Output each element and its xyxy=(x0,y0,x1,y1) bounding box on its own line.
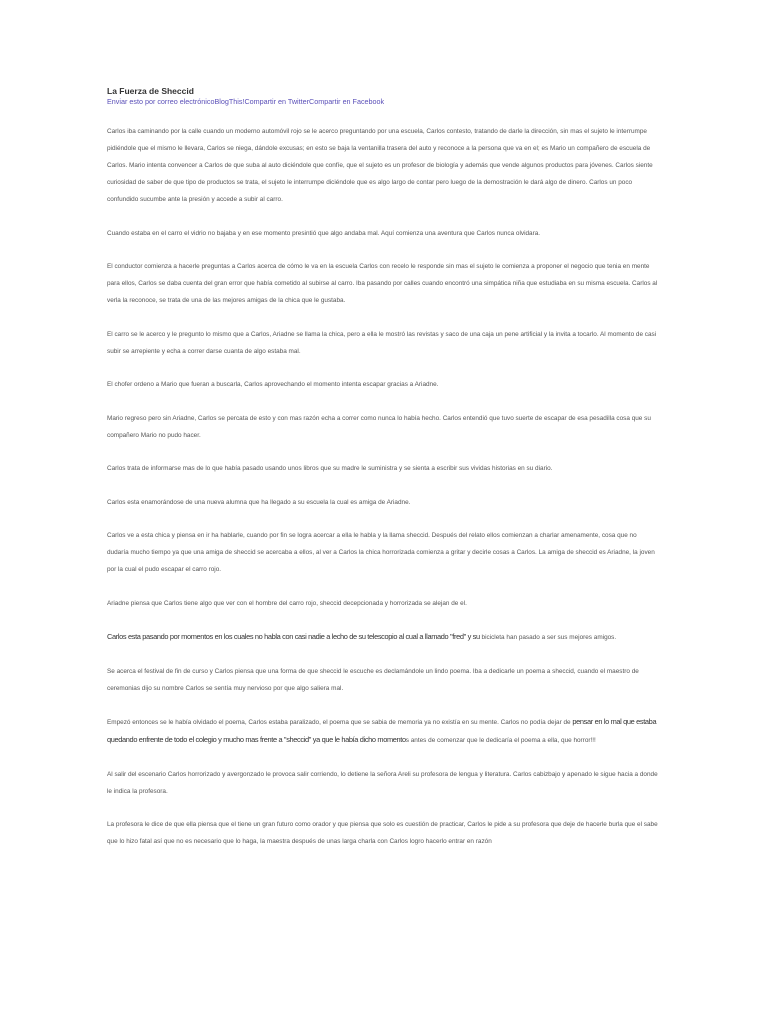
paragraph-11 xyxy=(107,628,659,646)
paragraph-6: Mario regreso pero sin Ariadne, Carlos se percata de esto y con mas razón echa a correr como nunca lo había hecho. Carlos entendió que tuvo suerte de escapar de esa pesadilla cosa que su compañero Mario no pudo hacer. xyxy=(107,414,651,439)
paragraph-12: Se acerca el festival de fin de curso y Carlos piensa que una forma de que sheccid le escuche es declamándole un lindo poema. Iba a dedicarle un poema a sheccid, cuando el maestro de ceremonias dijo su nombre Carlos se sentía muy nervioso por que algo saliera mal. xyxy=(107,667,639,692)
share-links xyxy=(107,97,659,107)
paragraph-4: El carro se le acerco y le pregunto lo mismo que a Carlos, Ariadne se llama la chica, pero a ella le mostró las revistas y saco de una caja un pene artificial y la invita a tocarlo. Al momento de casi subir se arrepiente y echa a correr darse cuanta de algo estaba mal. xyxy=(107,330,657,355)
paragraph-1: Carlos iba caminando por la calle cuando un moderno automóvil rojo se le acerco preguntando por una escuela, Carlos contesto, tratando de darle la dirección, sin mas el sujeto le interrumpe pidiéndole que el mismo le llevara, Carlos se niega, dándole excusas; en esto se baja la ventanilla trasera del auto y reconoce a la persona que va en el; es Mario un compañero de escuela de Carlos. Mario intenta convencer a Carlos de que suba al auto diciéndole que confíe, que el sujeto es un profesor de biología y además que vende algunos productos para jóvenes. Carlos siente curiosidad de saber de que tipo de productos se trata, el sujeto le interrumpe diciéndole que es algo largo de contar pero luego de la demostración le dará algo de dinero. Carlos un poco confundido sucumbe ante la presión y accede a subir al carro. xyxy=(107,128,653,203)
paragraph-13 xyxy=(107,713,659,749)
share-blogthis-link[interactable]: BlogThis! xyxy=(214,97,245,106)
paragraph-13-text-end: s antes de comenzar que le dedicaría el poema a ella, que horror!!! xyxy=(405,737,596,744)
paragraph-14: Al salir del escenario Carlos horrorizado y avergonzado le provoca salir corriendo, lo detiene la señora Areli su profesora de lengua y literatura. Carlos cabizbajo y apenado le sigue hacia a donde le indica la profesora. xyxy=(107,770,658,795)
paragraph-3: El conductor comienza a hacerle preguntas a Carlos acerca de cómo le va en la escuela Carlos con recelo le responde sin mas el sujeto le comienza a proponer el negocio que tenia en mente para ellos, Carlos se daba cuenta del gran error que había cometido al subirse al carro. Iba pasando por calles cuando encontró una simpática niña que estudiaba en su misma escuela. Carlos al verla la reconoce, se trata de una de las mejores amigas de la chica que le gustaba. xyxy=(107,263,658,304)
paragraph-11-stretched-text: Carlos esta pasando por momentos en los cuales no habla con casi nadie a lecho de su telescopio al cual a llamado "fred" y su xyxy=(107,632,480,641)
paragraph-10: Ariadne piensa que Carlos tiene algo que ver con el hombre del carro rojo, sheccid decepcionada y horrorizada se alejan de el. xyxy=(107,599,467,607)
paragraph-9: Carlos ve a esta chica y piensa en ir ha hablarle, cuando por fin se logra acercar a ella le habla y la llama sheccid. Después del relato ellos comienzan a charlar amenamente, cosa que no dudaría mucho tiempo ya que una amiga de sheccid se acercaba a ellos, al ver a Carlos la chica horrorizada comienza a gritar y decirle cosas a Carlos. La amiga de sheccid es Ariadne, la joven por la cual el pudo escapar el carro rojo. xyxy=(107,532,655,573)
share-facebook-link[interactable]: Compartir en Facebook xyxy=(309,97,385,106)
paragraph-8: Carlos esta enamorándose de una nueva alumna que ha llegado a su escuela la cual es amiga de Ariadne. xyxy=(107,498,411,506)
paragraph-15: La profesora le dice de que ella piensa que el tiene un gran futuro como orador y que piensa que solo es cuestión de practicar, Carlos le pide a su profesora que deje de hacerle burla que el sabe que lo hizo fatal así que no es necesario que lo haga, la maestra después de unas larga charla con Carlos logro hacerlo entrar en razón xyxy=(107,821,658,845)
article xyxy=(107,86,659,867)
paragraph-7: Carlos trata de informarse mas de lo que había pasado usando unos libros que su madre le suministra y se sienta a escribir sus vividas historias en su diario. xyxy=(107,465,553,472)
paragraph-2: Cuando estaba en el carro el vidrio no bajaba y en ese momento presintió que algo andaba mal. Aquí comienza una aventura que Carlos nunca olvidara. xyxy=(107,229,541,237)
paragraph-13-stretched-text: pensar en lo mal que estaba quedando enfrente de todo el colegio y mucho mas frente a "sheccid" ya que le había dicho momento xyxy=(107,717,657,744)
share-twitter-link[interactable]: Compartir en Twitter xyxy=(244,97,310,106)
article-title: La Fuerza de Sheccid xyxy=(107,86,194,96)
paragraph-5: El chofer ordeno a Mario que fueran a buscarla, Carlos aprovechando el momento intenta escapar gracias a Ariadne. xyxy=(107,381,439,388)
paragraph-11-text: bicicleta han pasado a ser sus mejores amigos. xyxy=(479,634,617,641)
paragraph-13-text-start: Empezó entonces se le había olvidado el poema, Carlos estaba paralizado, el poema que se sabia de memoria ya no existía en su mente. Carlos no podía dejar de xyxy=(107,719,573,726)
share-email-link[interactable]: Enviar esto por correo electrónico xyxy=(107,97,215,106)
